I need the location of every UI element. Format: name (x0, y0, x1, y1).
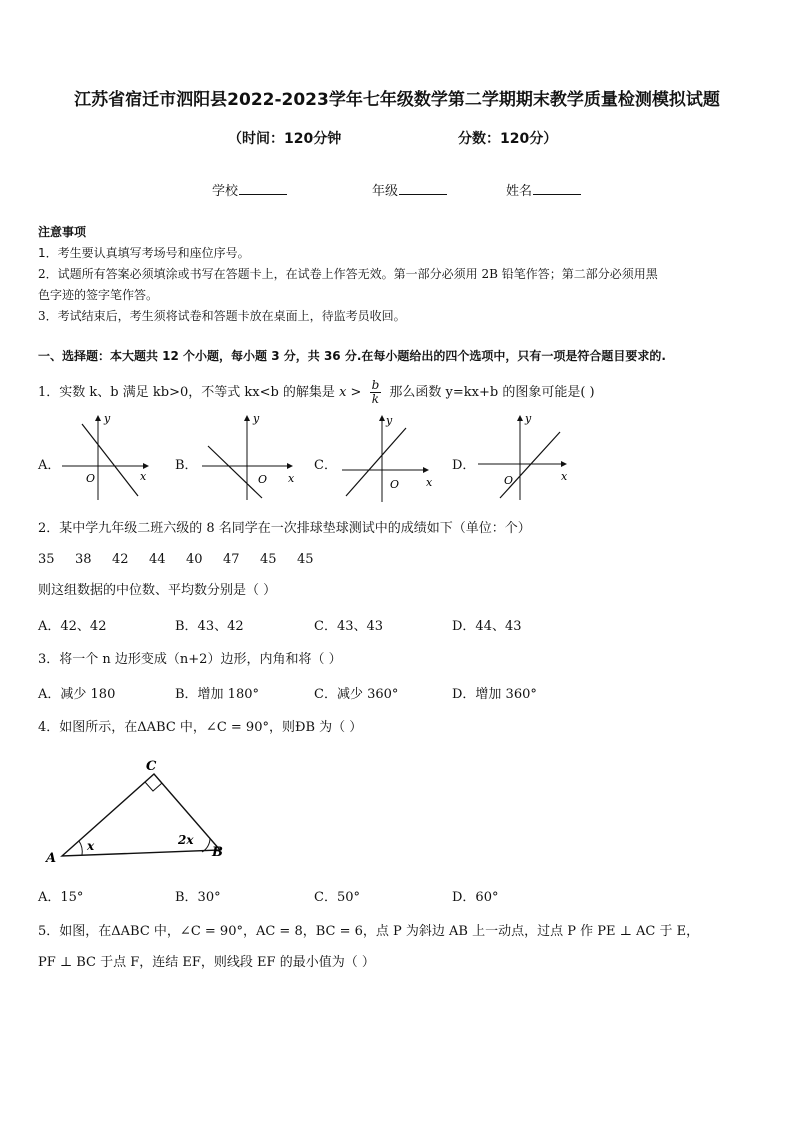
angle-a-arc (79, 841, 82, 855)
q1-option-d[interactable]: D． (452, 458, 476, 473)
note-item: 2．试题所有答案必须填涂或书写在答题卡上，在试卷上作答无效。第一部分必须用 2B 铅笔作答；第二部分必须用黑 (38, 267, 658, 281)
q1-frac-den: k (371, 392, 380, 406)
score-item: 45 (260, 552, 277, 567)
angle-a-label: x (87, 839, 95, 853)
origin-label: O (258, 473, 268, 486)
q5-line1: 5．如图，在ΔABC 中，∠C = 90°，AC = 8，BC = 6，点 P 为斜边 AB 上一动点，过点 P 作 PE ⊥ AC 于 E， (38, 924, 700, 939)
vertex-b-label: B (212, 845, 223, 860)
q1-inequality: x > (339, 385, 362, 400)
triangle-abc (62, 774, 220, 856)
function-line (208, 446, 262, 498)
q1-frac-num: b (371, 378, 380, 392)
exam-title: 江苏省宿迁市泗阳县2022-2023学年七年级数学第二学期期末教学质量检测模拟试题 (74, 90, 720, 110)
q3-option-d[interactable]: D．增加 360° (452, 687, 537, 702)
q3-stem: 3．将一个 n 边形变成（n+2）边形，内角和将（ ） (38, 652, 342, 667)
origin-label: O (390, 478, 400, 491)
q2-option-a[interactable]: A．42、42 (38, 619, 107, 634)
q4-option-a[interactable]: A．15° (38, 890, 84, 905)
q5-line2: PF ⊥ BC 于点 F，连结 EF，则线段 EF 的最小值为（ ） (38, 955, 375, 970)
axis-label-y: y (104, 412, 111, 425)
time-label: （时间：120分钟 (228, 131, 342, 147)
q4-stem: 4．如图所示，在ΔABC 中，∠C = 90°，则ÐB 为（ ） (38, 720, 363, 735)
q3-option-c[interactable]: C．减少 360° (314, 687, 399, 702)
origin-label: O (86, 472, 96, 485)
score-item: 45 (297, 552, 314, 567)
score-item: 40 (186, 552, 203, 567)
name-label: 姓名 (506, 184, 533, 199)
q1-option-c[interactable]: C． (314, 458, 337, 473)
axis-label-y: y (525, 412, 532, 425)
q1-pre: 1．实数 k、b 满足 kb>0，不等式 kx<b 的解集是 (38, 385, 335, 400)
q1-fraction (370, 379, 382, 406)
function-line (82, 424, 138, 496)
q4-option-b[interactable]: B．30° (175, 890, 221, 905)
score-item: 42 (112, 552, 129, 567)
grade-label: 年级 (372, 184, 399, 199)
section-heading: 一、选择题：本大题共 12 个小题，每小题 3 分，共 36 分.在每小题给出的四个选项中，只有一项是符合题目要求的. (38, 349, 666, 363)
notes-heading: 注意事项 (38, 225, 87, 239)
q4-option-d[interactable]: D．60° (452, 890, 499, 905)
q2-scores (38, 552, 334, 568)
axis-label-x: x (561, 470, 568, 483)
q1-stem (38, 378, 595, 408)
axis-label-x: x (288, 472, 295, 485)
q3-option-b[interactable]: B．增加 180° (175, 687, 259, 702)
origin-label: O (504, 474, 514, 487)
q2-option-b[interactable]: B．43、42 (175, 619, 244, 634)
q1-graph-b (200, 410, 302, 502)
name-blank (533, 182, 581, 195)
axis-label-x: x (140, 470, 147, 483)
note-item: 3．考试结束后，考生须将试卷和答题卡放在桌面上，待监考员收回。 (38, 309, 406, 323)
note-item: 1．考生要认真填写考场号和座位序号。 (38, 246, 250, 260)
q2-option-d[interactable]: D．44、43 (452, 619, 522, 634)
school-label: 学校 (212, 184, 239, 199)
score-item: 38 (75, 552, 92, 567)
q1-graph-d (476, 410, 576, 502)
q4-triangle-figure (42, 752, 232, 864)
q1-post: 那么函数 y=kx+b 的图象可能是( ) (389, 385, 595, 400)
right-angle-mark (145, 782, 162, 791)
score-label: 分数：120分） (458, 131, 558, 147)
axis-label-y: y (253, 412, 260, 425)
function-line (500, 432, 560, 498)
angle-b-label: 2x (178, 833, 194, 847)
q1-graph-c (340, 410, 440, 502)
score-item: 47 (223, 552, 240, 567)
axis-label-x: x (426, 476, 433, 489)
school-blank (239, 182, 287, 195)
name-field (506, 182, 581, 200)
q2-question: 则这组数据的中位数、平均数分别是（ ） (38, 583, 277, 598)
score-item: 35 (38, 552, 55, 567)
vertex-a-label: A (46, 851, 57, 864)
q4-option-c[interactable]: C．50° (314, 890, 360, 905)
q3-option-a[interactable]: A．减少 180 (38, 687, 116, 702)
q1-option-b[interactable]: B． (175, 458, 198, 473)
axis-label-y: y (386, 414, 393, 427)
grade-field (372, 182, 447, 200)
q2-option-c[interactable]: C．43、43 (314, 619, 384, 634)
grade-blank (399, 182, 447, 195)
school-field (212, 182, 287, 200)
q2-stem: 2．某中学九年级二班六级的 8 名同学在一次排球垫球测试中的成绩如下（单位：个） (38, 521, 531, 536)
q1-graph-a (60, 410, 160, 502)
vertex-c-label: C (146, 759, 157, 774)
score-item: 44 (149, 552, 166, 567)
note-item: 色字迹的签字笔作答。 (38, 288, 159, 302)
q1-option-a[interactable]: A． (38, 458, 61, 473)
